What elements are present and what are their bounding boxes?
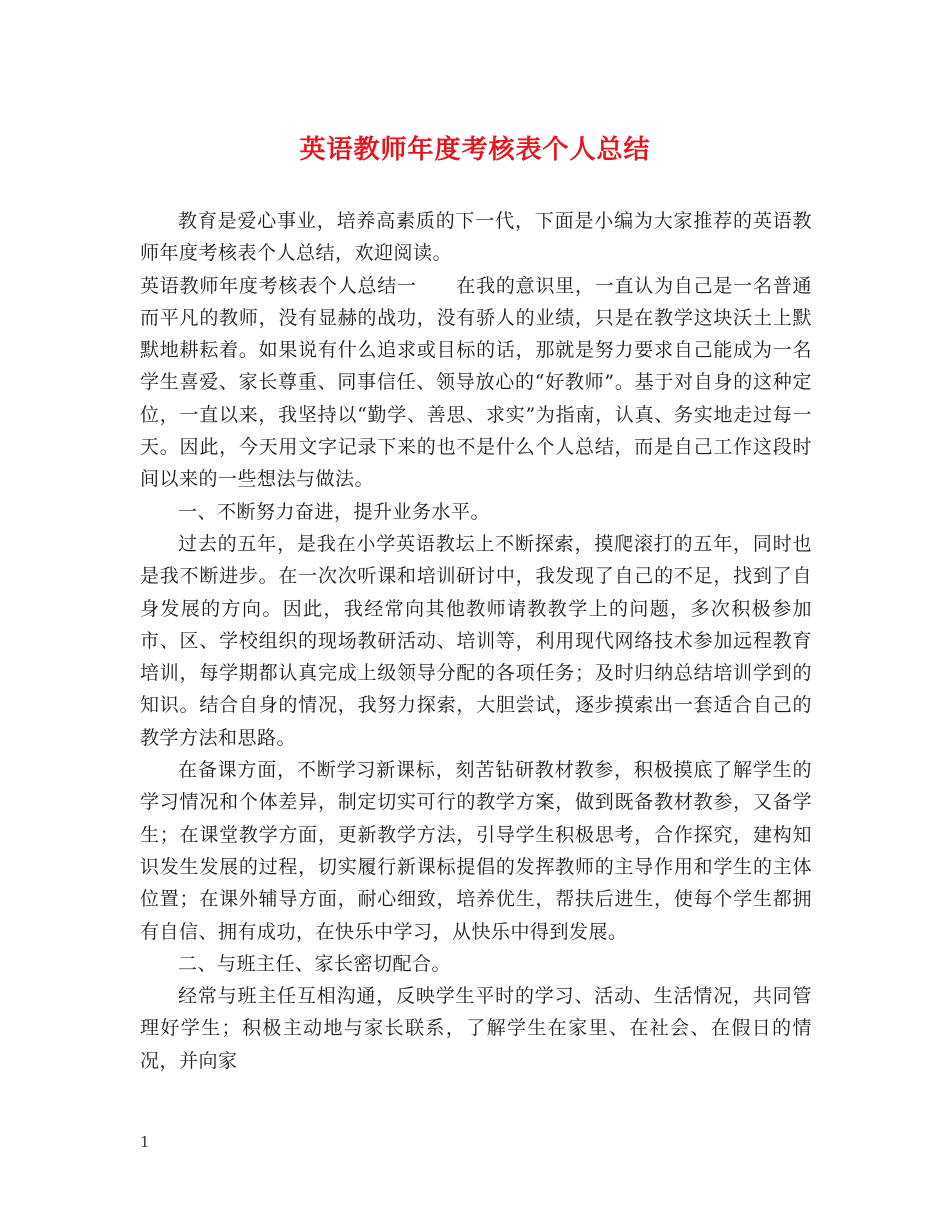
document-body	[140, 205, 812, 1077]
paragraph-summary-one: 英语教师年度考核表个人总结一 在我的意识里，一直认为自己是一名普通而平凡的教师，没有显赫的战功，没有骄人的业绩，只是在教学这块沃土上默默地耕耘着。如果说有什么追求或目标的话，那就是努力要求自己能成为一名学生喜爱、家长尊重、同事信任、领导放心的“好教师”。基于对自身的这种定位，一直以来，我坚持以“勤学、善思、求实”为指南，认真、务实地走过每一天。因此，今天用文字记录下来的也不是什么个人总结，而是自己工作这段时间以来的一些想法与做法。	[140, 274, 812, 491]
section-heading-one: 一、不断努力奋进，提升业务水平。	[178, 500, 491, 523]
paragraph-cooperation: 经常与班主任互相沟通，反映学生平时的学习、活动、生活情况，共同管理好学生；积极主动地与家长联系，了解学生在家里、在社会、在假日的情况，并向家	[140, 985, 812, 1072]
paragraph-lesson-prep: 在备课方面，不断学习新课标，刻苦钻研教材教参，积极摸底了解学生的学习情况和个体差异，制定切实可行的教学方案，做到既备教材教参，又备学生；在课堂教学方面，更新教学方法，引导学生积极思考，合作探究，建构知识发生发展的过程，切实履行新课标提倡的发挥教师的主导作用和学生的主体位置；在课外辅导方面，耐心细致，培养优生，帮扶后进生，使每个学生都拥有自信、拥有成功，在快乐中学习，从快乐中得到发展。	[140, 759, 812, 943]
section-heading-two: 二、与班主任、家长密切配合。	[178, 952, 452, 975]
document-title: 英语教师年度考核表个人总结	[299, 135, 651, 165]
paragraph-past-five-years: 过去的五年，是我在小学英语教坛上不断探索，摸爬滚打的五年，同时也是我不断进步。在一次次听课和培训研讨中，我发现了自己的不足，找到了自身发展的方向。因此，我经常向其他教师请教教学上的问题，多次积极参加市、区、学校组织的现场教研活动、培训等，利用现代网络技术参加远程教育培训，每学期都认真完成上级领导分配的各项任务；及时归纳总结培训学到的知识。结合自身的情况，我努力探索，大胆尝试，逐步摸索出一套适合自己的教学方法和思路。	[140, 532, 812, 749]
paragraph-intro: 教育是爱心事业，培养高素质的下一代，下面是小编为大家推荐的英语教师年度考核表个人总结，欢迎阅读。	[140, 210, 812, 265]
page-number: 1	[140, 1133, 150, 1151]
